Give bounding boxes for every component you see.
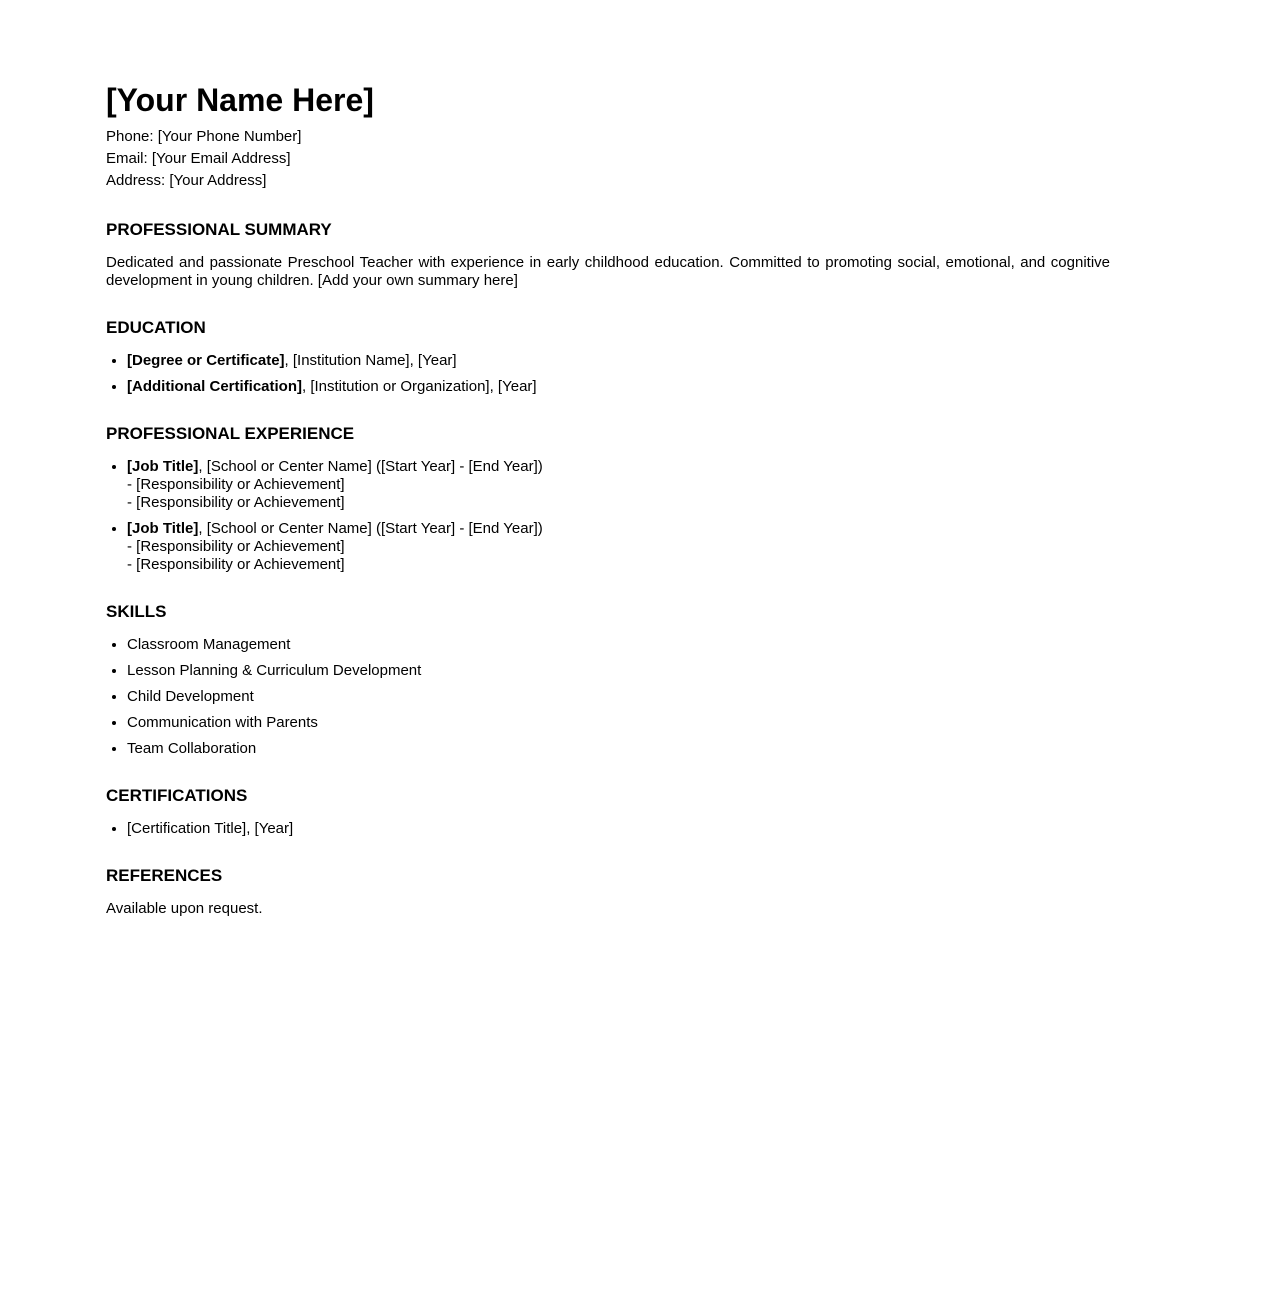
education-item-degree: [Additional Certification] — [127, 378, 302, 395]
education-item — [127, 378, 1110, 396]
job-meta: , [School or Center Name] ([Start Year] - [End Year]) — [198, 458, 543, 475]
education-item-detail: , [Institution Name], [Year] — [284, 352, 457, 369]
certifications-list — [106, 820, 1110, 838]
skill-item: • Classroom Management — [127, 636, 1110, 654]
section-title-skills: SKILLS — [106, 602, 167, 621]
section-title-references: REFERENCES — [106, 866, 223, 885]
section-title-education: EDUCATION — [106, 318, 206, 337]
references-text: Available upon request. — [106, 900, 263, 917]
education-item-detail: , [Institution or Organization], [Year] — [302, 378, 537, 395]
job-headline — [127, 458, 1110, 476]
contact-info-block — [106, 126, 1110, 192]
job-meta: , [School or Center Name] ([Start Year] - [End Year]) — [198, 520, 543, 537]
contact-address-line: Address: [Your Address] — [106, 172, 267, 189]
contact-email-line: Email: [Your Email Address] — [106, 150, 291, 167]
professional-summary-text: Dedicated and passionate Preschool Teacher with experience in early childhood education. Committed to promoting social, emotional, and cognitive development in young children. [Add your own summary here] — [106, 254, 1110, 289]
job-responsibility: - [Responsibility or Achievement] — [127, 538, 345, 555]
job-title: [Job Title] — [127, 520, 199, 537]
name-heading: [Your Name Here] — [106, 82, 374, 118]
skill-item: • Child Development — [127, 688, 1110, 706]
experience-item — [127, 520, 1110, 574]
section-title-professional-experience: PROFESSIONAL EXPERIENCE — [106, 424, 355, 443]
job-headline — [127, 520, 1110, 538]
education-item-degree: [Degree or Certificate] — [127, 352, 285, 369]
job-responsibility: - [Responsibility or Achievement] — [127, 476, 345, 493]
contact-phone-line: Phone: [Your Phone Number] — [106, 128, 302, 145]
skills-list — [106, 636, 1110, 758]
experience-item — [127, 458, 1110, 512]
skill-item: • Lesson Planning & Curriculum Development — [127, 662, 1110, 680]
job-responsibility: - [Responsibility or Achievement] — [127, 494, 345, 511]
education-list — [106, 352, 1110, 396]
skill-item: • Communication with Parents — [127, 714, 1110, 732]
resume-content — [106, 82, 1110, 918]
skill-item: • Team Collaboration — [127, 740, 1110, 758]
section-title-professional-summary: PROFESSIONAL SUMMARY — [106, 220, 332, 239]
job-title: [Job Title] — [127, 458, 199, 475]
experience-list — [106, 458, 1110, 574]
education-item — [127, 352, 1110, 370]
section-title-certifications: CERTIFICATIONS — [106, 786, 248, 805]
certification-item: • [Certification Title], [Year] — [127, 820, 1110, 838]
job-responsibility: - [Responsibility or Achievement] — [127, 556, 345, 573]
